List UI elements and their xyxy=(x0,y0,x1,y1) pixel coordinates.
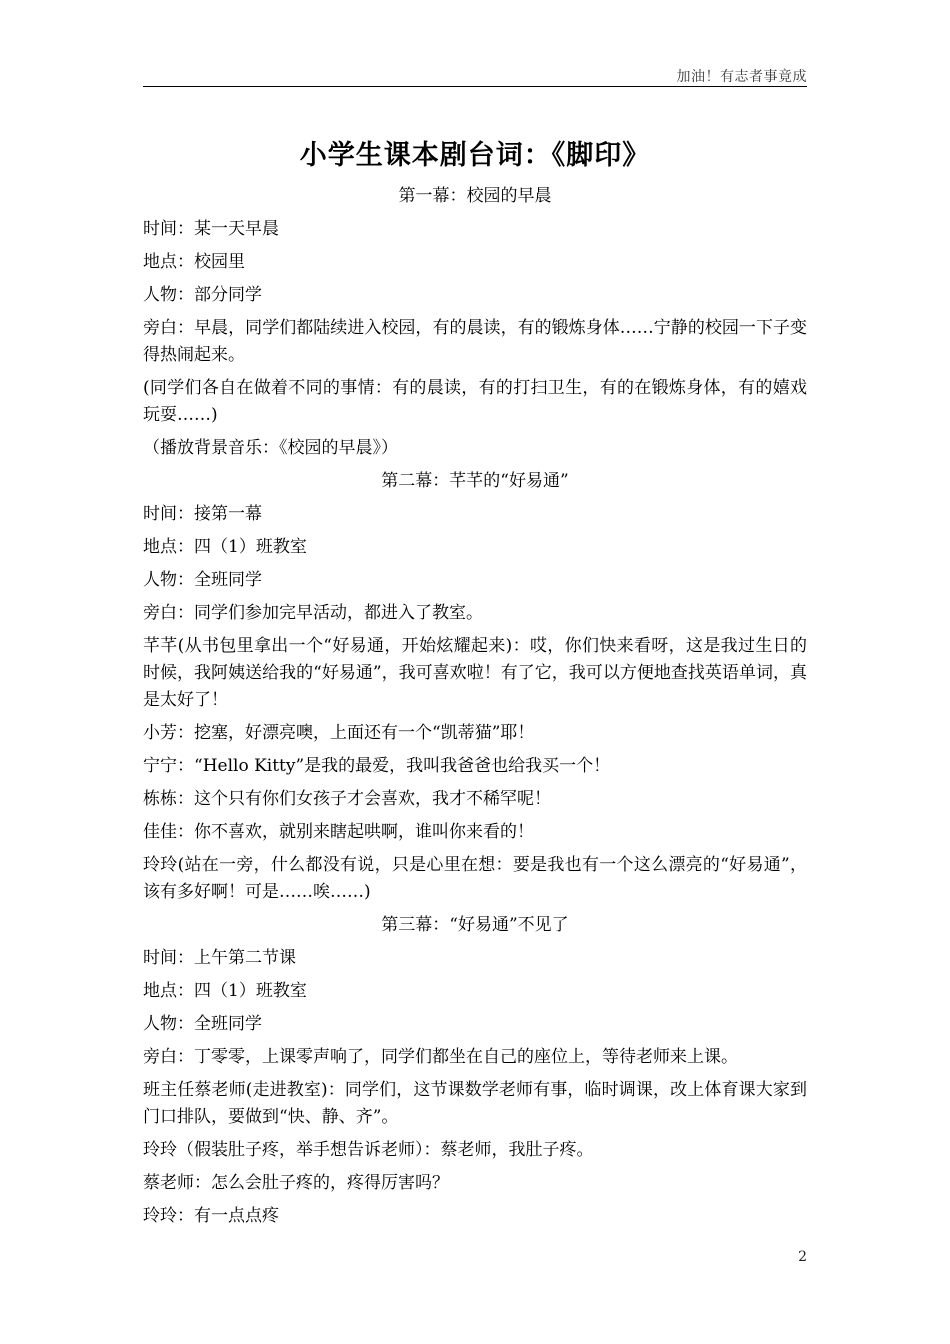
script-line: 蔡老师：怎么会肚子疼的，疼得厉害吗？ xyxy=(143,1173,449,1193)
act-heading: 第一幕：校园的早晨 xyxy=(398,186,552,206)
script-line: 地点：四（1）班教室 xyxy=(143,537,307,557)
script-line: 时间：上午第二节课 xyxy=(143,948,296,968)
act-heading: 第二幕：芊芊的“好易通” xyxy=(381,471,569,491)
script-line: 佳佳：你不喜欢，就别来瞎起哄啊，谁叫你来看的！ xyxy=(143,822,534,842)
script-line: 班主任蔡老师(走进教室)：同学们，这节课数学老师有事，临时调课，改上体育课大家到门口排队，要做到“快、静、齐”。 xyxy=(143,1080,807,1127)
page-header-motto: 加油！有志者事竟成 xyxy=(676,69,807,85)
script-line: 时间：某一天早晨 xyxy=(143,219,279,239)
script-line: 玲玲（假装肚子疼，举手想告诉老师）：蔡老师，我肚子疼。 xyxy=(143,1140,594,1160)
script-line: 时间：接第一幕 xyxy=(143,504,262,524)
act-heading: 第三幕：“好易通”不见了 xyxy=(381,915,569,935)
script-line: 人物：全班同学 xyxy=(143,570,262,590)
script-line: 旁白：同学们参加完早活动，都进入了教室。 xyxy=(143,603,483,623)
script-line: 玲玲(站在一旁，什么都没有说，只是心里在想：要是我也有一个这么漂亮的“好易通”，该有多好啊！可是……唉……) xyxy=(143,855,807,902)
script-line: (同学们各自在做着不同的事情：有的晨读，有的打扫卫生，有的在锻炼身体，有的嬉戏玩耍……) xyxy=(143,378,807,425)
script-line: 人物：全班同学 xyxy=(143,1014,262,1034)
script-line: 栋栋：这个只有你们女孩子才会喜欢，我才不稀罕呢！ xyxy=(143,789,551,809)
script-line: 旁白：早晨，同学们都陆续进入校园，有的晨读，有的锻炼身体……宁静的校园一下子变得热闹起来。 xyxy=(143,318,807,365)
script-line: 旁白：丁零零，上课零声响了，同学们都坐在自己的座位上，等待老师来上课。 xyxy=(143,1047,738,1067)
script-line: 人物：部分同学 xyxy=(143,285,262,305)
script-line: 地点：四（1）班教室 xyxy=(143,981,307,1001)
script-line: 宁宁：“Hello Kitty”是我的最爱，我叫我爸爸也给我买一个！ xyxy=(143,756,611,776)
script-line: （播放背景音乐：《校园的早晨》） xyxy=(143,438,398,458)
header-divider xyxy=(143,86,807,87)
document-title: 小学生课本剧台词：《脚印》 xyxy=(299,140,651,171)
script-line: 小芳：挖塞，好漂亮噢，上面还有一个“凯蒂猫”耶！ xyxy=(143,723,535,743)
script-line: 玲玲：有一点点疼 xyxy=(143,1206,279,1226)
script-line: 地点：校园里 xyxy=(143,252,245,272)
page-number: 2 xyxy=(798,1249,807,1265)
script-line: 芊芊(从书包里拿出一个“好易通，开始炫耀起来)：哎，你们快来看呀，这是我过生日的时候，我阿姨送给我的“好易通”，我可喜欢啦！有了它，我可以方便地查找英语单词，真是太好了！ xyxy=(143,636,807,710)
document-body xyxy=(143,183,807,1236)
